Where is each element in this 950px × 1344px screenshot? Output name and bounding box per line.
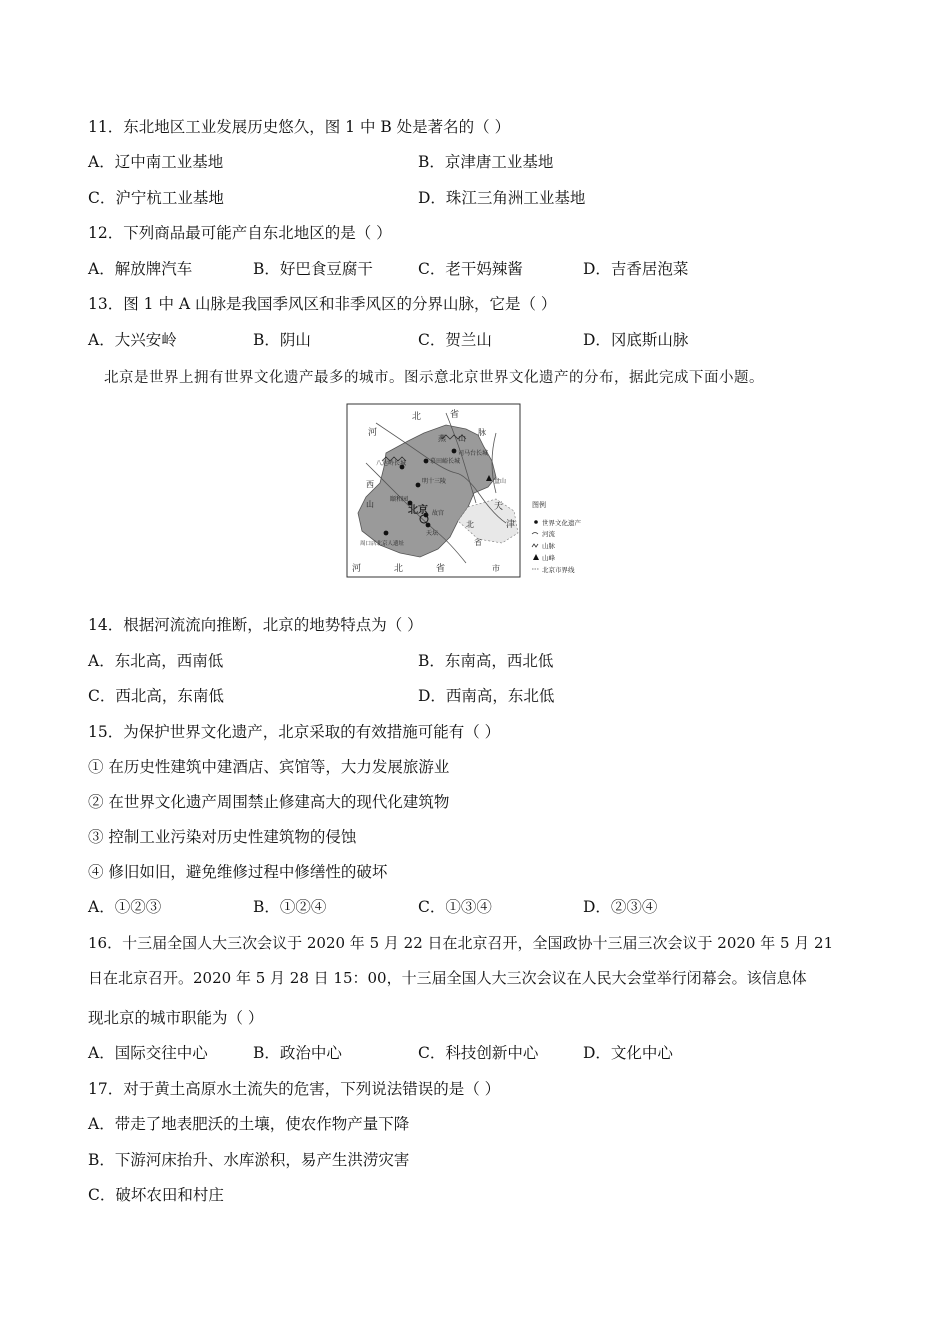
map-label-jin: 津: [506, 520, 516, 530]
q16-option-c: C．科技创新中心: [418, 1044, 539, 1062]
map-label-hebei-top: 河: [368, 428, 378, 438]
q15-option-a: A．①②③: [88, 898, 162, 916]
q17-option-c: C．破坏农田和村庄: [88, 1186, 224, 1204]
q15-item-4: ④ 修旧如旧，避免维修过程中修缮性的破坏: [88, 863, 388, 881]
heritage-dot-zhoukoudian: [384, 531, 389, 536]
q11-option-a: A．辽中南工业基地: [88, 153, 224, 171]
map-label-yiheyuan: 颐和园: [390, 496, 409, 503]
map-label-yanshan-1: 燕: [438, 434, 446, 443]
map-label-gugong: 故宫: [432, 510, 445, 517]
q16-option-a: A．国际交往中心: [88, 1044, 208, 1062]
map-label-panshan: 盘山: [494, 478, 507, 485]
q11-option-b: B．京津唐工业基地: [418, 153, 554, 171]
legend-title: 图例: [532, 501, 546, 509]
q11-stem: 11．东北地区工业发展历史悠久，图 1 中 B 处是著名的（ ）: [88, 118, 511, 136]
legend-item-river: 河流: [542, 530, 555, 538]
q13-option-b: B．阴山: [253, 331, 311, 349]
heritage-dot-ming13: [416, 483, 421, 488]
q16-option-d: D．文化中心: [583, 1044, 673, 1062]
q14-option-d: D．西南高，东北低: [418, 687, 555, 705]
legend-item-boundary: 北京市界线: [542, 566, 575, 574]
q16-stem-line-2: 日在北京召开。2020 年 5 月 28 日 15：00，十三届全国人大三次会议在人民大会堂举行闭幕会。该信息体: [88, 969, 807, 987]
q15-option-b: B．①②④: [253, 898, 327, 916]
q14-option-b: B．东南高，西北低: [418, 652, 554, 670]
map-label-bei2: 北: [466, 520, 474, 529]
map-label-shi: 市: [492, 564, 500, 573]
q12-stem: 12．下列商品最可能产自东北地区的是（ ）: [88, 224, 392, 242]
map-label-hebei-sheng: 省: [450, 410, 460, 420]
legend-peak-icon: [533, 554, 539, 560]
legend-river-icon: [532, 533, 538, 535]
legend-heritage-icon: [534, 520, 538, 524]
map-label-tiantan: 天坛: [426, 530, 439, 537]
q13-stem: 13．图 1 中 A 山脉是我国季风区和非季风区的分界山脉，它是（ ）: [88, 295, 557, 313]
q15-option-c: C．①③④: [418, 898, 492, 916]
q16-stem-line-3: 现北京的城市职能为（ ）: [88, 1009, 264, 1027]
q17-option-b: B．下游河床抬升、水库淤积，易产生洪涝灾害: [88, 1151, 410, 1169]
map-label-beijing: 北京: [408, 505, 428, 516]
map-label-hebei-bottom-2: 北: [394, 564, 404, 574]
map-label-xishan-2: 山: [366, 500, 374, 509]
heritage-dot-simatai: [452, 449, 457, 454]
map-label-zhoukoudian: 周口店北京人遗址: [360, 541, 405, 547]
legend-item-peak: 山峰: [542, 554, 555, 562]
q15-item-3: ③ 控制工业污染对历史性建筑物的侵蚀: [88, 828, 357, 846]
q12-option-d: D．吉香居泡菜: [583, 260, 689, 278]
q15-item-2: ② 在世界文化遗产周围禁止修建高大的现代化建筑物: [88, 793, 450, 811]
map-label-bei-top: 北: [412, 412, 422, 422]
q15-stem: 15．为保护世界文化遗产，北京采取的有效措施可能有（ ）: [88, 723, 501, 741]
q15-option-d: D．②③④: [583, 898, 658, 916]
map-svg: [346, 403, 606, 579]
beijing-heritage-map: [346, 403, 606, 579]
q12-option-a: A．解放牌汽车: [88, 260, 193, 278]
q14-stem: 14．根据河流流向推断，北京的地势特点为（ ）: [88, 616, 423, 634]
q13-option-c: C．贺兰山: [418, 331, 492, 349]
q12-option-b: B．好巴食豆腐干: [253, 260, 373, 278]
map-label-simatai: 司马台长城: [458, 450, 489, 457]
q12-option-c: C．老干妈辣酱: [418, 260, 523, 278]
q15-item-1: ① 在历史性建筑中建酒店、宾馆等，大力发展旅游业: [88, 758, 450, 776]
q11-option-c: C．沪宁杭工业基地: [88, 189, 224, 207]
legend-mountain-icon: [532, 544, 538, 547]
legend-item-mountain: 山脉: [542, 542, 555, 550]
map-label-badaling: 八达岭长城: [376, 460, 407, 467]
q16-stem-line-1: 16．十三届全国人大三次会议于 2020 年 5 月 22 日在北京召开，全国政协十三届三次会议于 2020 年 5 月 21: [88, 934, 834, 952]
map-label-hebei-bottom-3: 省: [436, 564, 446, 574]
map-label-yanshan-3: 脉: [478, 428, 486, 437]
q13-option-a: A．大兴安岭: [88, 331, 177, 349]
q11-option-d: D．珠江三角洲工业基地: [418, 189, 586, 207]
map-label-ming13: 明十三陵: [422, 478, 447, 485]
map-label-hebei-bottom-1: 河: [352, 564, 362, 574]
legend-item-heritage: 世界文化遗产: [542, 519, 581, 527]
map-label-tian: 天: [494, 502, 504, 512]
q17-stem: 17．对于黄土高原水土流失的危害，下列说法错误的是（ ）: [88, 1080, 501, 1098]
map-label-yanshan-2: 山: [458, 434, 466, 443]
q13-option-d: D．冈底斯山脉: [583, 331, 689, 349]
section-intro: 北京是世界上拥有世界文化遗产最多的城市。图示意北京世界文化遗产的分布，据此完成下面小题。: [104, 370, 764, 386]
map-label-sheng2: 省: [474, 538, 482, 547]
heritage-dot-tiantan: [426, 523, 431, 528]
q14-option-a: A．东北高，西南低: [88, 652, 224, 670]
map-label-xishan-1: 西: [366, 480, 374, 489]
heritage-dot-mutianyu: [424, 459, 429, 464]
q17-option-a: A．带走了地表肥沃的土壤，使农作物产量下降: [88, 1115, 410, 1133]
q16-option-b: B．政治中心: [253, 1044, 342, 1062]
map-label-mutianyu: 慕田峪长城: [430, 458, 461, 465]
q14-option-c: C．西北高，东南低: [88, 687, 224, 705]
